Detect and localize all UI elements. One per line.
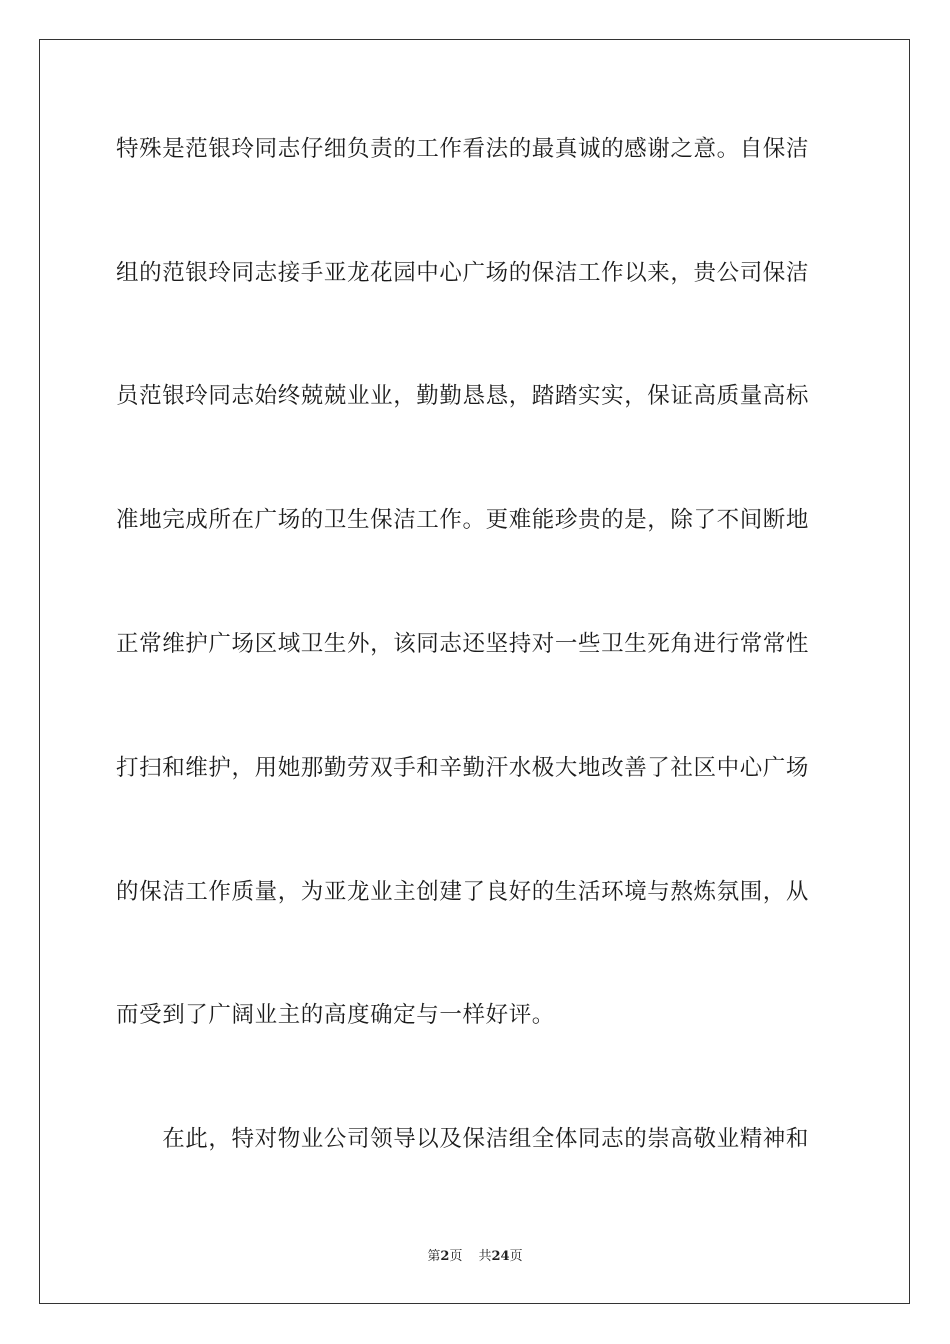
page-suffix: 页 [449,1249,463,1264]
total-suffix: 页 [509,1249,523,1264]
page-prefix: 第 [427,1249,441,1264]
total-pages: 24 [491,1249,510,1264]
paragraph-line-6: 打扫和维护，用她那勤劳双手和辛勤汗水极大地改善了社区中心广场 [116,755,810,781]
page-number: 2 [440,1249,450,1264]
paragraph-line-7: 的保洁工作质量，为亚龙业主创建了良好的生活环境与熬炼氛围，从 [116,879,810,905]
page-footer [0,1248,950,1266]
total-prefix: 共 [478,1249,492,1264]
page-border [39,39,910,1304]
paragraph-line-5: 正常维护广场区域卫生外，该同志还坚持对一些卫生死角进行常常性 [116,631,810,657]
paragraph-line-4: 准地完成所在广场的卫生保洁工作。更难能珍贵的是，除了不间断地 [116,507,810,533]
paragraph-line-1: 特殊是范银玲同志仔细负责的工作看法的最真诚的感谢之意。自保洁 [116,136,810,162]
paragraph-line-3: 员范银玲同志始终兢兢业业，勤勤恳恳，踏踏实实，保证高质量高标 [116,383,810,409]
paragraph-line-9: 在此，特对物业公司领导以及保洁组全体同志的崇高敬业精神和 [116,1126,810,1152]
paragraph-line-2: 组的范银玲同志接手亚龙花园中心广场的保洁工作以来，贵公司保洁 [116,260,810,286]
paragraph-line-8: 而受到了广阔业主的高度确定与一样好评。 [116,1002,555,1028]
